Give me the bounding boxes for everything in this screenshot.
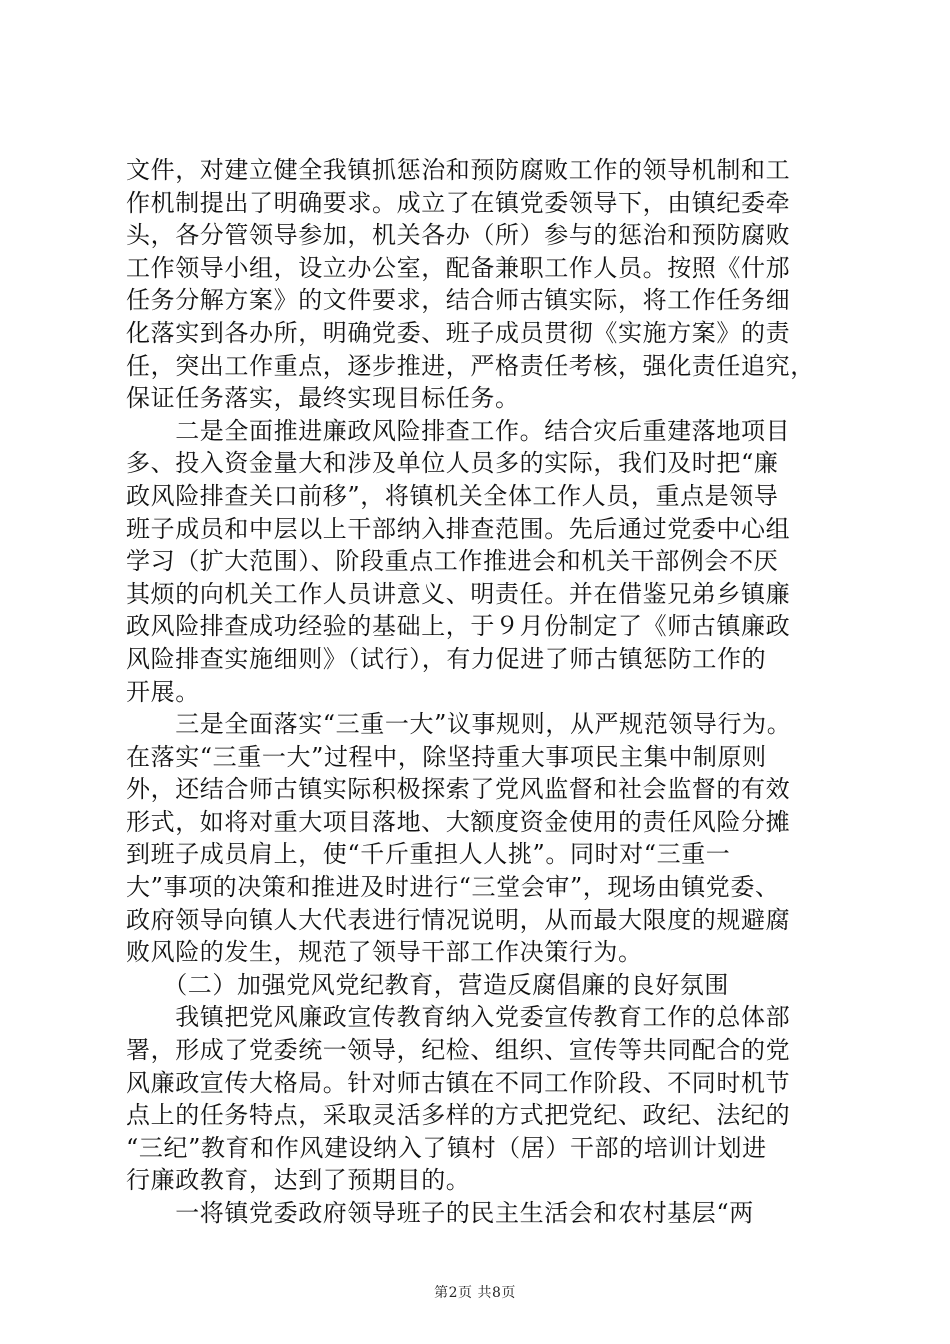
text-line: 风险排查实施细则》（试行），有力促进了师古镇惩防工作的 (126, 644, 767, 673)
text-line: 一将镇党委政府领导班子的民主生活会和农村基层“两 (126, 1199, 754, 1227)
text-line: 保证任务落实，最终实现目标任务。 (126, 384, 520, 413)
text-line: 政风险排查关口前移”，将镇机关全体工作人员，重点是领导 (126, 481, 779, 510)
text-line: 工作领导小组，设立办公室，配备兼职工作人员。按照《什邡 (126, 253, 791, 282)
text-line: 政府领导向镇人大代表进行情况说明，从而最大限度的规避腐 (126, 905, 791, 934)
text-line: 化落实到各办所，明确党委、班子成员贯彻《实施方案》的责 (126, 318, 791, 347)
text-line: 外，还结合师古镇实际积极探索了党风监督和社会监督的有效 (126, 775, 791, 804)
text-line: 任，突出工作重点，逐步推进，严格责任考核，强化责任追究， (126, 351, 815, 380)
section-heading: （二）加强党风党纪教育，营造反腐倡廉的良好氛围 (126, 970, 729, 999)
text-line: 作机制提出了明确要求。成立了在镇党委领导下，由镇纪委牵 (126, 188, 791, 217)
text-line: 大”事项的决策和推进及时进行“三堂会审”，现场由镇党委、 (126, 873, 780, 902)
text-line: 任务分解方案》的文件要求，结合师古镇实际，将工作任务细 (126, 286, 791, 315)
text-line: 形式，如将对重大项目落地、大额度资金使用的责任风险分摊 (126, 807, 791, 836)
text-line: 署，形成了党委统一领导，纪检、组织、宣传等共同配合的党 (126, 1036, 791, 1065)
text-line: 我镇把党风廉政宣传教育纳入党委宣传教育工作的总体部 (126, 1003, 791, 1032)
text-line: 班子成员和中层以上干部纳入排查范围。先后通过党委中心组 (126, 514, 791, 543)
text-line: 政风险排查成功经验的基础上，于９月份制定了《师古镇廉政 (126, 612, 791, 641)
text-line: “三纪”教育和作风建设纳入了镇村（居）干部的培训计划进 (126, 1133, 767, 1162)
text-line: 点上的任务特点，采取灵活多样的方式把党纪、政纪、法纪的 (126, 1101, 791, 1130)
document-body (126, 154, 858, 1230)
page-number-footer: 第2页 共8页 (434, 1285, 516, 1301)
text-line: 头，各分管领导参加，机关各办（所）参与的惩治和预防腐败 (126, 221, 791, 250)
text-line: 文件，对建立健全我镇抓惩治和预防腐败工作的领导机制和工 (126, 156, 791, 184)
text-line: 多、投入资金量大和涉及单位人员多的实际，我们及时把“廉 (126, 449, 779, 478)
text-line: 三是全面落实“三重一大”议事规则，从严规范领导行为。 (126, 710, 792, 739)
text-line: 二是全面推进廉政风险排查工作。结合灾后重建落地项目 (126, 416, 791, 445)
text-line: 开展。 (126, 677, 200, 706)
text-line: 行廉政教育，达到了预期目的。 (126, 1166, 471, 1195)
text-line: 其烦的向机关工作人员讲意义、明责任。并在借鉴兄弟乡镇廉 (126, 579, 791, 608)
text-line: 风廉政宣传大格局。针对师古镇在不同工作阶段、不同时机节 (126, 1068, 791, 1097)
text-line: 在落实“三重一大”过程中，除坚持重大事项民主集中制原则 (126, 742, 767, 771)
text-line: 败风险的发生，规范了领导干部工作决策行为。 (126, 938, 643, 967)
text-line: 到班子成员肩上，使“千斤重担人人挑”。同时对“三重一 (126, 840, 731, 869)
text-line: 学习（扩大范围）、阶段重点工作推进会和机关干部例会不厌 (126, 547, 779, 576)
